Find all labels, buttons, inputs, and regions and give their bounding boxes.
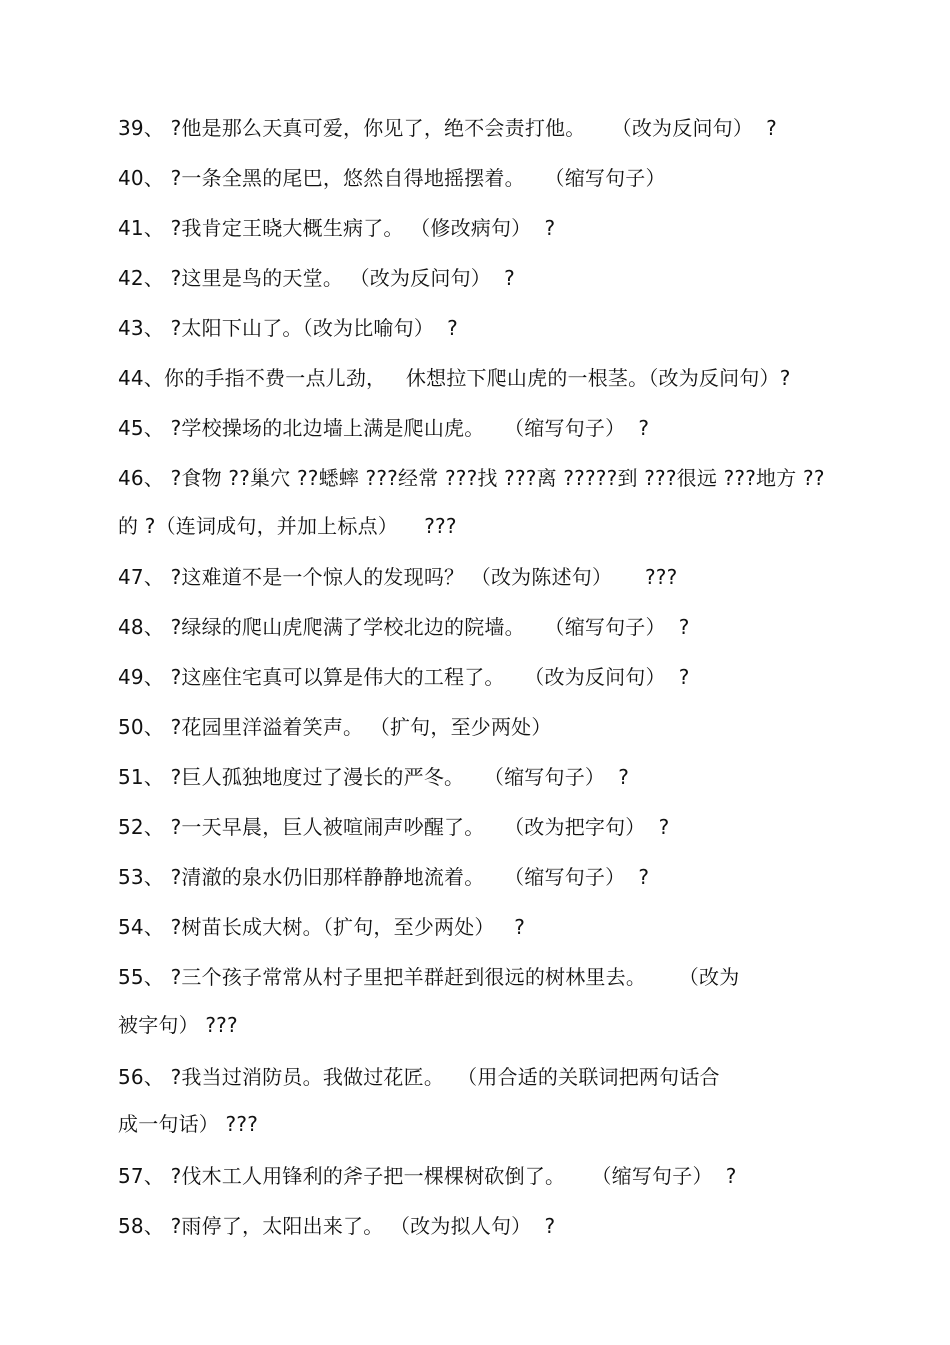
- question-45: 45、 ?学校操场的北边墙上满是爬山虎。 （缩写句子） ?: [118, 416, 650, 440]
- question-55-line-2: 被字句） ???: [118, 1013, 238, 1037]
- question-43: 43、 ?太阳下山了。（改为比喻句） ?: [118, 316, 458, 340]
- question-53: 53、 ?清澈的泉水仍旧那样静静地流着。 （缩写句子） ?: [118, 865, 650, 889]
- question-39: 39、 ?他是那么天真可爱，你见了，绝不会责打他。 （改为反问句） ?: [118, 116, 777, 140]
- question-44: 44、你的手指不费一点儿劲， 休想拉下爬山虎的一根茎。（改为反问句）?: [118, 366, 791, 390]
- question-54: 54、 ?树苗长成大树。（扩句，至少两处） ?: [118, 915, 526, 939]
- question-51: 51、 ?巨人孤独地度过了漫长的严冬。 （缩写句子） ?: [118, 765, 630, 789]
- question-50: 50、 ?花园里洋溢着笑声。 （扩句，至少两处）: [118, 715, 552, 739]
- question-41: 41、 ?我肯定王晓大概生病了。 （修改病句） ?: [118, 216, 556, 240]
- question-46-line-2: 的 ?（连词成句，并加上标点） ???: [118, 514, 457, 538]
- question-49: 49、 ?这座住宅真可以算是伟大的工程了。 （改为反问句） ?: [118, 665, 690, 689]
- question-47: 47、 ?这难道不是一个惊人的发现吗？ （改为陈述句） ???: [118, 565, 678, 589]
- question-52: 52、 ?一天早晨，巨人被喧闹声吵醒了。 （改为把字句） ?: [118, 815, 670, 839]
- question-56-line-2: 成一句话） ???: [118, 1112, 259, 1136]
- question-46-line-1: 46、 ?食物 ??巢穴 ??蟋蟀 ???经常 ???找 ???离 ?????到 ???很远 ???地方 ??: [118, 466, 825, 490]
- question-58: 58、 ?雨停了，太阳出来了。 （改为拟人句） ?: [118, 1214, 556, 1238]
- question-42: 42、 ?这里是鸟的天堂。 （改为反问句） ?: [118, 266, 515, 290]
- question-55-line-1: 55、 ?三个孩子常常从村子里把羊群赶到很远的树林里去。 （改为: [118, 965, 740, 989]
- question-40: 40、 ?一条全黑的尾巴，悠然自得地摇摆着。 （缩写句子）: [118, 166, 666, 190]
- question-56-line-1: 56、 ?我当过消防员。我做过花匠。 （用合适的关联词把两句话合: [118, 1065, 720, 1089]
- question-48: 48、 ?绿绿的爬山虎爬满了学校北边的院墙。 （缩写句子） ?: [118, 615, 690, 639]
- question-57: 57、 ?伐木工人用锋利的斧子把一棵棵树砍倒了。 （缩写句子） ?: [118, 1164, 737, 1188]
